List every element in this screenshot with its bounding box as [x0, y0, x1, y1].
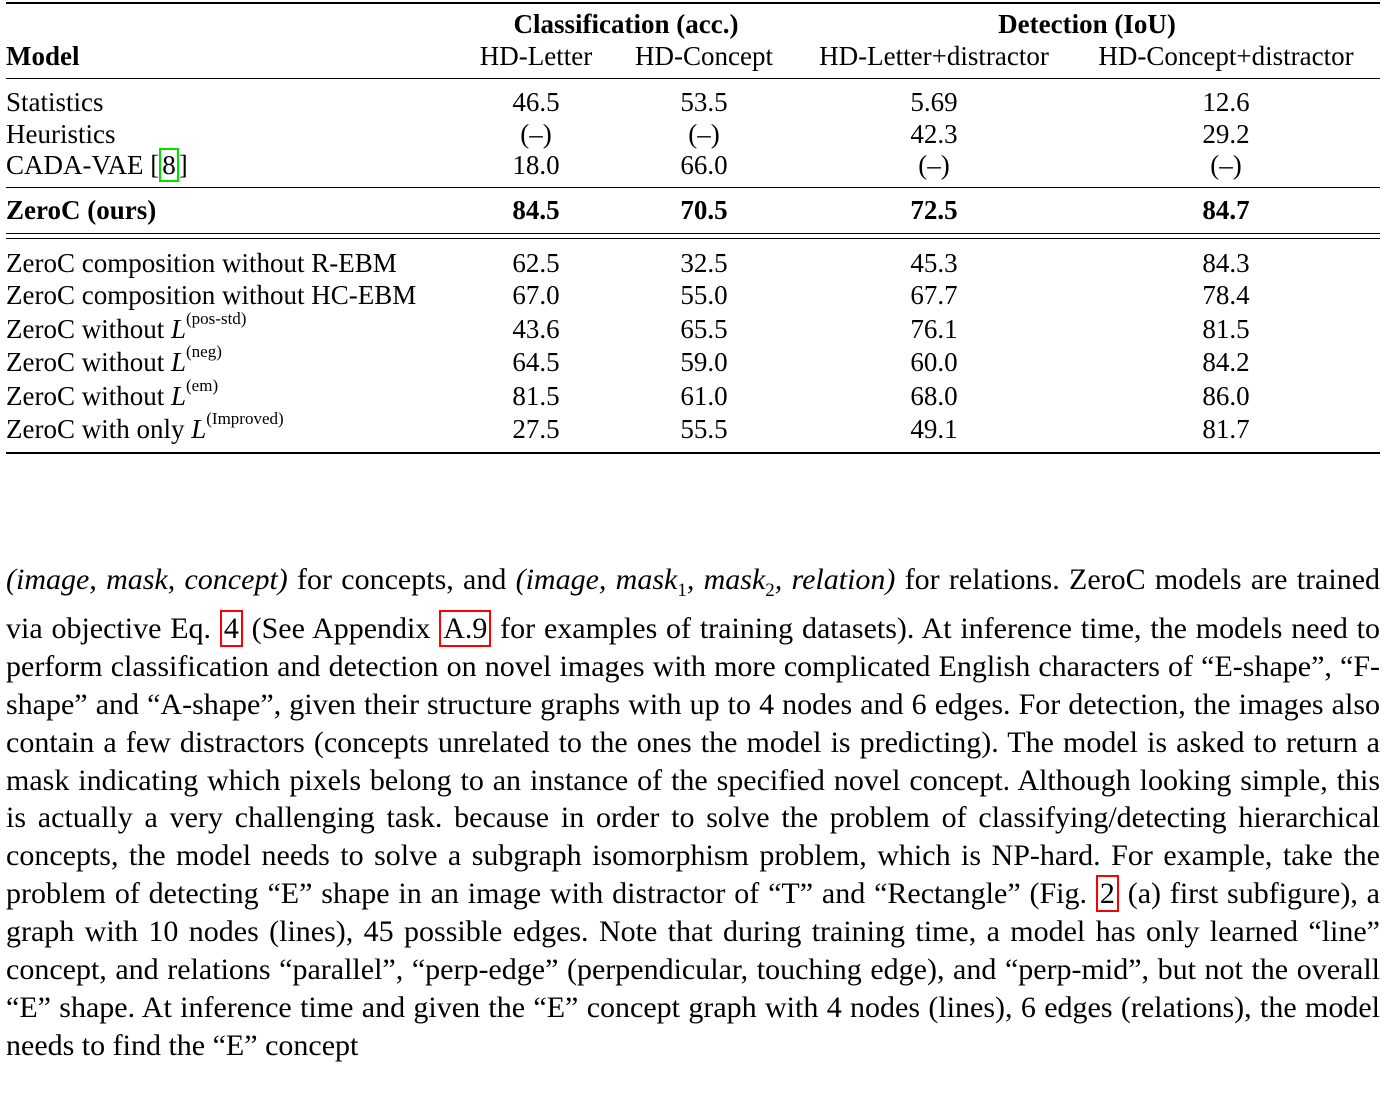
double-rule-bottom [6, 238, 1380, 239]
row-label: ZeroC without $L^{(neg)}$ [6, 342, 222, 377]
table-cell: 42.3 [910, 119, 958, 149]
column-header: HD-Concept [635, 41, 773, 71]
row-label: Statistics [6, 87, 104, 117]
table-cell: 84.2 [1202, 347, 1250, 377]
table-cell: 46.5 [512, 87, 560, 117]
table-cell: 43.6 [512, 314, 560, 344]
group-header-classification: Classification (acc.) [513, 9, 739, 39]
table-cell: 65.5 [680, 314, 728, 344]
top-rule [6, 2, 1380, 4]
row-label: ZeroC with only $L^{(Improved)}$ [6, 409, 284, 444]
table-cell: 72.5 [910, 195, 958, 225]
column-header: HD-Letter+distractor [819, 41, 1049, 71]
table-cell: 78.4 [1202, 280, 1250, 310]
column-header: HD-Concept+distractor [1098, 41, 1354, 71]
table-cell: 55.0 [680, 280, 728, 310]
table-cell: 49.1 [910, 414, 958, 444]
table-cell: 62.5 [512, 248, 560, 278]
group-header-detection: Detection (IoU) [998, 9, 1176, 39]
table-cell: (–) [918, 150, 950, 180]
table-cell: (–) [520, 119, 552, 149]
table-cell: 27.5 [512, 414, 560, 444]
appendix-link[interactable]: A.9 [439, 610, 491, 647]
table-cell: 12.6 [1202, 87, 1250, 117]
bottom-rule [6, 452, 1380, 454]
table-cell: 64.5 [512, 347, 560, 377]
table-cell: 18.0 [512, 150, 560, 180]
table-cell: 55.5 [680, 414, 728, 444]
table-cell: 66.0 [680, 150, 728, 180]
table-cell: 60.0 [910, 347, 958, 377]
table-cell: 5.69 [910, 87, 958, 117]
table-cell: 81.5 [512, 381, 560, 411]
model-column-header: Model [6, 41, 80, 71]
table-cell: 81.5 [1202, 314, 1250, 344]
results-table [0, 0, 1388, 470]
table-cell: 67.0 [512, 280, 560, 310]
table-cell: 53.5 [680, 87, 728, 117]
table-cell: (–) [1210, 150, 1242, 180]
table-cell: 84.7 [1202, 195, 1250, 225]
table-cell: 81.7 [1202, 414, 1250, 444]
table-cell: 45.3 [910, 248, 958, 278]
table-cell: 76.1 [910, 314, 958, 344]
table-cell: 84.5 [512, 195, 560, 225]
table-cell: 67.7 [910, 280, 958, 310]
row-label: ZeroC without $L^{(em)}$ [6, 376, 219, 411]
row-label: ZeroC (ours) [6, 195, 157, 225]
table-cell: 61.0 [680, 381, 728, 411]
figure-link[interactable]: 2 [1096, 875, 1119, 912]
table-cell: 29.2 [1202, 119, 1250, 149]
row-label: ZeroC composition without HC-EBM [6, 280, 417, 310]
table-cell: 70.5 [680, 195, 728, 225]
body-paragraph: (image, mask, concept) for concepts, and (image, mask$_1$, mask$_2$, relation) for relations. ZeroC models are trained via objective Eq. 4 (See Appendix A.9 for examples of training datasets). At inference time, the models need to perform classification and detection on novel images with more complicated English characters of “E-shape”, “F-shape” and “A-shape”, given their structure graphs with up to 4 nodes and 6 edges. For detection, the images also contain a few distractors (concepts unrelated to the ones the model is predicting). The model is asked to return a mask indicating which pixels belong to an instance of the specified novel concept. Although looking simple, this is actually a very challenging task. because in order to solve the problem of classifying/detecting hierarchical concepts, the model needs to solve a subgraph isomorphism problem, which is NP-hard. For example, take the problem of detecting “E” shape in an image with distractor of “T” and “Rectangle” (Fig. 2 (a) first subfigure), a graph with 10 nodes (lines), 45 possible edges. Note that during training time, a model has only learned “line” concept, and relations “parallel”, “perp-edge” (perpendicular, touching edge), and “perp-mid”, but not the overall “E” shape. At inference time and given the “E” concept graph with 4 nodes (lines), 6 edges (relations), the model needs to find the “E” concept [6, 563, 1381, 1062]
header-rule [6, 78, 1380, 79]
column-header: HD-Letter [479, 41, 593, 71]
row-label: ZeroC composition without R-EBM [6, 248, 397, 278]
row-label: CADA-VAE [ 8 ] [6, 150, 188, 180]
table-cell: 86.0 [1202, 381, 1250, 411]
section-rule [6, 187, 1380, 188]
double-rule-top [6, 233, 1380, 234]
row-label: Heuristics [6, 119, 116, 149]
row-label: ZeroC without $L^{(pos-std)}$ [6, 309, 247, 344]
table-cell: 84.3 [1202, 248, 1250, 278]
table-cell: 32.5 [680, 248, 728, 278]
citation-link[interactable]: 8 [159, 148, 179, 182]
table-cell: (–) [688, 119, 720, 149]
equation-link[interactable]: 4 [220, 610, 243, 647]
table-cell: 59.0 [680, 347, 728, 377]
table-cell: 68.0 [910, 381, 958, 411]
